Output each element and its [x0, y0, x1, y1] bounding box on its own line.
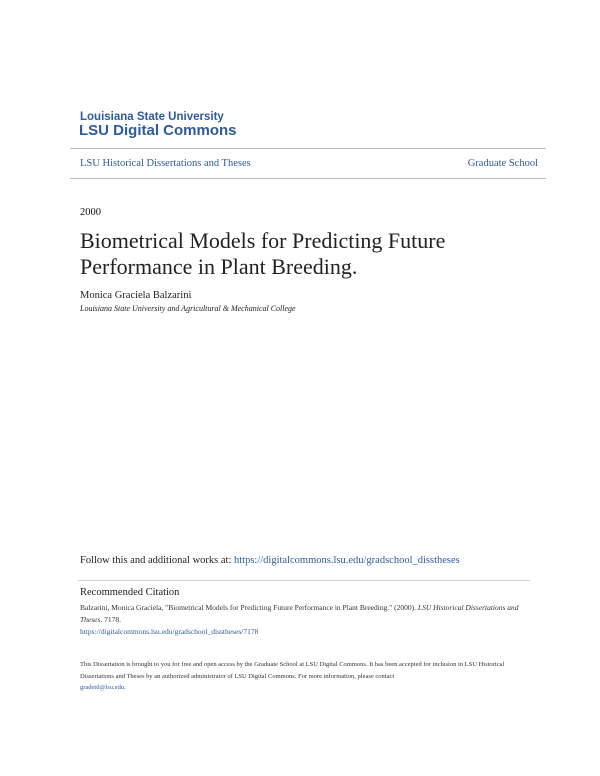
follow-line: [80, 555, 460, 566]
follow-label: Follow this and additional works at:: [80, 555, 234, 566]
contact-email-link[interactable]: gradetd@lsu.edu: [80, 684, 125, 691]
access-notice: [80, 659, 530, 694]
follow-link[interactable]: https://digitalcommons.lsu.edu/gradschool_disstheses: [234, 555, 460, 566]
divider-top: [70, 148, 546, 149]
citation-journal: LSU Historical Dissertations and Theses: [80, 603, 519, 624]
author-name: Monica Graciela Balzarini: [80, 290, 192, 301]
notice-text: This Dissertation is brought to you for free and open access by the Graduate School at LSU Digital Commons. It has been accepted for inclusion in LSU Historical Dissertations and Theses by an authorized administrator of LSU Digital Commons. For more information, please contact: [80, 661, 505, 680]
citation-number: . 7178.: [100, 615, 122, 624]
collection-link[interactable]: LSU Historical Dissertations and Theses: [80, 158, 251, 169]
citation-link[interactable]: https://digitalcommons.lsu.edu/gradschool_disstheses/7178: [80, 627, 259, 636]
divider-bottom: [70, 178, 546, 179]
repository-name[interactable]: LSU Digital Commons: [79, 122, 237, 139]
citation-text: [80, 602, 520, 638]
title-line-1: Biometrical Models for Predicting Future: [80, 228, 446, 253]
citation-divider: [78, 580, 530, 581]
recommended-citation-heading: Recommended Citation: [80, 587, 180, 598]
graduate-school-link[interactable]: Graduate School: [467, 158, 538, 169]
document-title: [80, 228, 500, 280]
university-name: Louisiana State University: [80, 111, 224, 123]
citation-body: Balzarini, Monica Graciela, "Biometrical Models for Predicting Future Performance in Plant Breeding." (2000).: [80, 603, 418, 612]
title-line-2: Performance in Plant Breeding.: [80, 254, 358, 279]
author-affiliation: Louisiana State University and Agricultural & Mechanical College: [80, 304, 296, 313]
notice-end: .: [124, 684, 126, 691]
publication-year: 2000: [80, 207, 101, 218]
